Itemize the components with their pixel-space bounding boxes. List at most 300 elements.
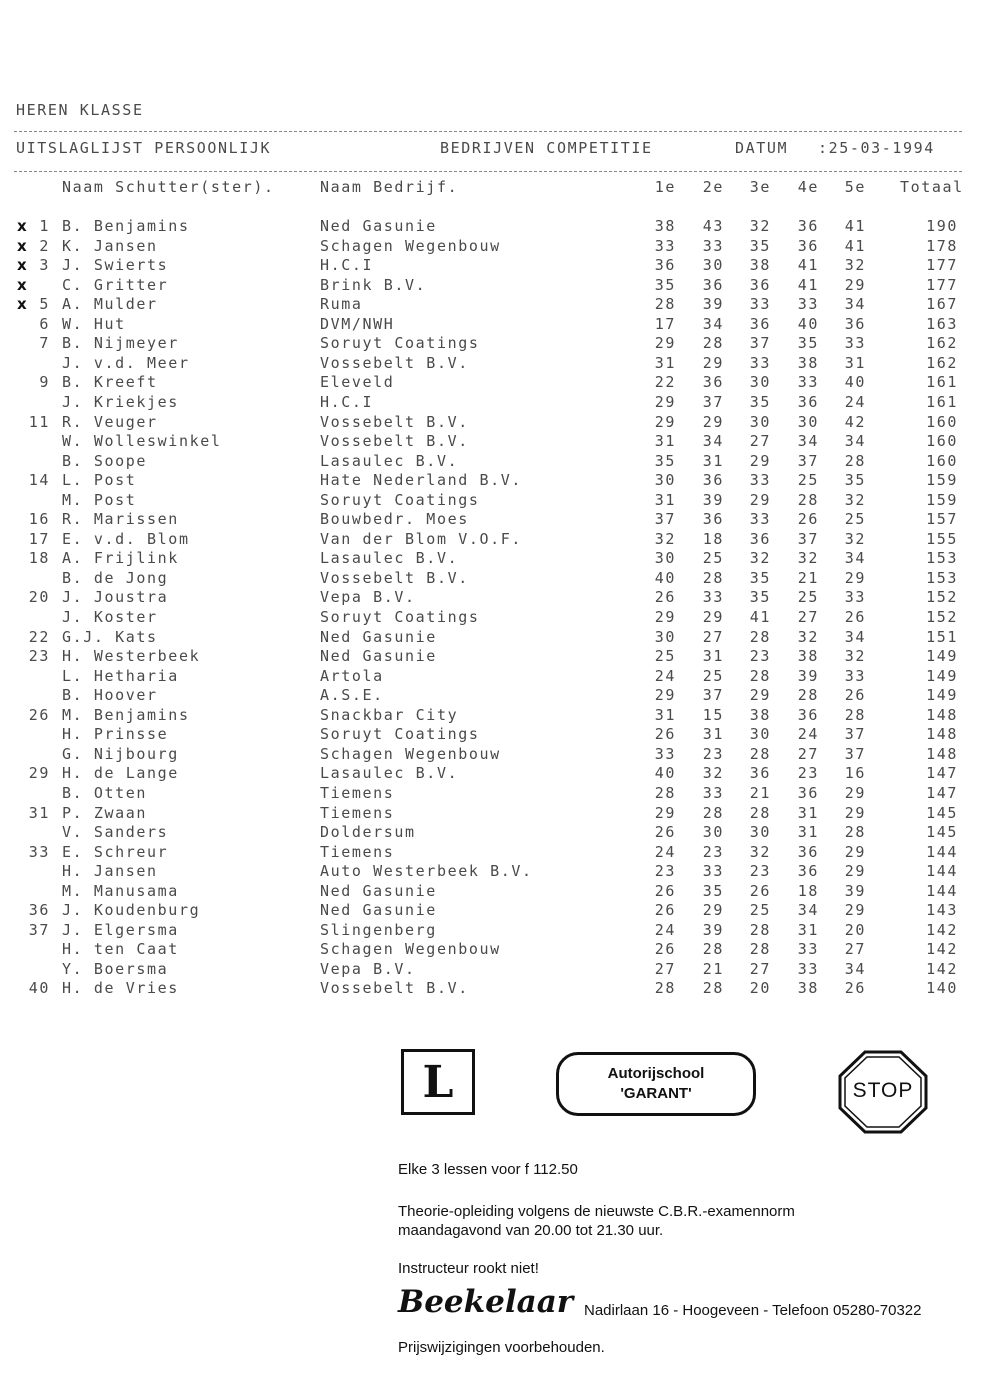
score-1e: 28: [654, 979, 676, 997]
score-4e: 33: [797, 960, 819, 978]
score-2e: 27: [702, 628, 724, 646]
company-name: Ned Gasunie: [320, 647, 437, 665]
score-5e: 26: [844, 608, 866, 626]
school-name-line2: 'GARANT': [620, 1085, 692, 1102]
shooter-name: J. Koster: [62, 608, 158, 626]
score-2e: 36: [702, 471, 724, 489]
total-score: 142: [926, 960, 958, 978]
score-1e: 38: [654, 217, 676, 235]
address-line: Nadirlaan 16 - Hoogeveen - Telefoon 05280-70322: [584, 1302, 922, 1319]
company-name: Tiemens: [320, 784, 395, 802]
row-rank: 37: [28, 921, 50, 939]
score-2e: 29: [702, 354, 724, 372]
score-1e: 27: [654, 960, 676, 978]
score-4e: 41: [797, 256, 819, 274]
score-2e: 29: [702, 413, 724, 431]
company-name: Lasaulec B.V.: [320, 764, 459, 782]
score-5e: 33: [844, 667, 866, 685]
total-score: 148: [926, 745, 958, 763]
score-1e: 33: [654, 237, 676, 255]
company-name: Vepa B.V.: [320, 588, 416, 606]
score-2e: 39: [702, 921, 724, 939]
row-rank: 31: [28, 804, 50, 822]
score-4e: 41: [797, 276, 819, 294]
score-5e: 37: [844, 745, 866, 763]
row-rank: 36: [28, 901, 50, 919]
score-4e: 40: [797, 315, 819, 333]
company-name: Schagen Wegenbouw: [320, 745, 501, 763]
score-3e: 35: [749, 569, 771, 587]
score-2e: 30: [702, 823, 724, 841]
shooter-name: B. de Jong: [62, 569, 169, 587]
shooter-name: R. Veuger: [62, 413, 158, 431]
header-rule-bottom: [14, 171, 962, 172]
score-1e: 28: [654, 784, 676, 802]
score-5e: 42: [844, 413, 866, 431]
table-row: [0, 901, 1000, 921]
stop-sign-text: STOP: [852, 1079, 914, 1102]
score-5e: 29: [844, 901, 866, 919]
score-1e: 40: [654, 764, 676, 782]
total-score: 147: [926, 784, 958, 802]
l-sign-logo: [401, 1049, 475, 1115]
score-1e: 26: [654, 940, 676, 958]
table-row: [0, 471, 1000, 491]
shooter-name: G. Nijbourg: [62, 745, 179, 763]
company-name: Van der Blom V.O.F.: [320, 530, 522, 548]
total-score: 144: [926, 843, 958, 861]
shooter-name: A. Mulder: [62, 295, 158, 313]
total-score: 163: [926, 315, 958, 333]
column-header-2e: 2e: [702, 178, 724, 196]
score-4e: 31: [797, 921, 819, 939]
company-name: Lasaulec B.V.: [320, 452, 459, 470]
row-rank: 1: [39, 217, 50, 235]
company-name: Soruyt Coatings: [320, 491, 480, 509]
score-1e: 31: [654, 706, 676, 724]
theory-line-2: maandagavond van 20.00 tot 21.30 uur.: [398, 1222, 664, 1239]
theory-line-1: Theorie-opleiding volgens de nieuwste C.B.R.-examennorm: [398, 1203, 795, 1220]
table-row: [0, 413, 1000, 433]
score-3e: 36: [749, 315, 771, 333]
shooter-name: M. Benjamins: [62, 706, 190, 724]
total-score: 144: [926, 882, 958, 900]
score-1e: 36: [654, 256, 676, 274]
company-name: Auto Westerbeek B.V.: [320, 862, 533, 880]
total-score: 152: [926, 608, 958, 626]
score-3e: 30: [749, 725, 771, 743]
table-row: [0, 667, 1000, 687]
shooter-name: H. Jansen: [62, 862, 158, 880]
score-3e: 36: [749, 276, 771, 294]
score-1e: 30: [654, 549, 676, 567]
company-name: Eleveld: [320, 373, 395, 391]
score-1e: 29: [654, 393, 676, 411]
table-row: [0, 295, 1000, 315]
score-4e: 36: [797, 393, 819, 411]
shooter-name: E. Schreur: [62, 843, 169, 861]
score-5e: 33: [844, 334, 866, 352]
score-5e: 28: [844, 706, 866, 724]
shooter-name: J. Koudenburg: [62, 901, 201, 919]
score-5e: 29: [844, 784, 866, 802]
row-rank: 33: [28, 843, 50, 861]
score-5e: 34: [844, 960, 866, 978]
shooter-name: M. Post: [62, 491, 137, 509]
shooter-name: H. Westerbeek: [62, 647, 201, 665]
row-mark: x: [17, 295, 27, 313]
total-score: 147: [926, 764, 958, 782]
table-row: [0, 588, 1000, 608]
score-2e: 34: [702, 315, 724, 333]
table-row: [0, 745, 1000, 765]
score-3e: 35: [749, 237, 771, 255]
table-row: [0, 628, 1000, 648]
shooter-name: J. Elgersma: [62, 921, 179, 939]
score-1e: 40: [654, 569, 676, 587]
score-2e: 31: [702, 647, 724, 665]
shooter-name: J. Swierts: [62, 256, 169, 274]
score-5e: 25: [844, 510, 866, 528]
total-score: 190: [926, 217, 958, 235]
score-2e: 21: [702, 960, 724, 978]
table-row: [0, 354, 1000, 374]
score-1e: 37: [654, 510, 676, 528]
score-1e: 23: [654, 862, 676, 880]
shooter-name: L. Post: [62, 471, 137, 489]
company-name: Soruyt Coatings: [320, 725, 480, 743]
shooter-name: A. Frijlink: [62, 549, 179, 567]
table-row: [0, 315, 1000, 335]
score-5e: 36: [844, 315, 866, 333]
score-5e: 32: [844, 647, 866, 665]
company-name: Vossebelt B.V.: [320, 979, 469, 997]
shooter-name: G.J. Kats: [62, 628, 158, 646]
shooter-name: B. Hoover: [62, 686, 158, 704]
total-score: 177: [926, 256, 958, 274]
score-4e: 36: [797, 237, 819, 255]
score-4e: 18: [797, 882, 819, 900]
score-5e: 29: [844, 843, 866, 861]
score-4e: 36: [797, 843, 819, 861]
score-3e: 33: [749, 354, 771, 372]
company-name: Slingenberg: [320, 921, 437, 939]
score-1e: 29: [654, 608, 676, 626]
score-1e: 17: [654, 315, 676, 333]
score-1e: 35: [654, 452, 676, 470]
score-4e: 36: [797, 862, 819, 880]
score-5e: 28: [844, 823, 866, 841]
score-2e: 37: [702, 686, 724, 704]
score-2e: 34: [702, 432, 724, 450]
row-mark: x: [17, 237, 27, 255]
total-score: 151: [926, 628, 958, 646]
score-2e: 31: [702, 725, 724, 743]
company-name: Vepa B.V.: [320, 960, 416, 978]
score-2e: 39: [702, 491, 724, 509]
table-row: [0, 882, 1000, 902]
score-2e: 23: [702, 843, 724, 861]
score-3e: 29: [749, 491, 771, 509]
score-4e: 35: [797, 334, 819, 352]
row-rank: 26: [28, 706, 50, 724]
company-name: Artola: [320, 667, 384, 685]
company-name: Schagen Wegenbouw: [320, 237, 501, 255]
score-1e: 29: [654, 686, 676, 704]
score-4e: 39: [797, 667, 819, 685]
total-score: 144: [926, 862, 958, 880]
total-score: 149: [926, 686, 958, 704]
school-name-line1: Autorijschool: [607, 1065, 705, 1082]
score-2e: 33: [702, 237, 724, 255]
score-1e: 29: [654, 413, 676, 431]
score-3e: 28: [749, 745, 771, 763]
total-score: 143: [926, 901, 958, 919]
score-2e: 33: [702, 588, 724, 606]
score-2e: 28: [702, 940, 724, 958]
company-name: A.S.E.: [320, 686, 384, 704]
shooter-name: W. Wolleswinkel: [62, 432, 222, 450]
score-4e: 38: [797, 979, 819, 997]
total-score: 149: [926, 667, 958, 685]
total-score: 153: [926, 569, 958, 587]
company-name: Tiemens: [320, 804, 395, 822]
score-2e: 36: [702, 510, 724, 528]
score-3e: 35: [749, 588, 771, 606]
shooter-name: M. Manusama: [62, 882, 179, 900]
score-3e: 23: [749, 862, 771, 880]
column-header-3e: 3e: [749, 178, 771, 196]
score-4e: 33: [797, 940, 819, 958]
table-row: [0, 432, 1000, 452]
company-name: Schagen Wegenbouw: [320, 940, 501, 958]
score-2e: 35: [702, 882, 724, 900]
table-row: [0, 647, 1000, 667]
score-3e: 32: [749, 549, 771, 567]
score-1e: 29: [654, 804, 676, 822]
score-5e: 26: [844, 686, 866, 704]
row-rank: 18: [28, 549, 50, 567]
shooter-name: B. Soope: [62, 452, 148, 470]
score-5e: 32: [844, 256, 866, 274]
score-2e: 29: [702, 901, 724, 919]
score-3e: 20: [749, 979, 771, 997]
score-4e: 26: [797, 510, 819, 528]
total-score: 159: [926, 471, 958, 489]
company-name: Bouwbedr. Moes: [320, 510, 469, 528]
table-row: [0, 608, 1000, 628]
shooter-name: B. Otten: [62, 784, 148, 802]
score-4e: 36: [797, 784, 819, 802]
score-3e: 27: [749, 960, 771, 978]
score-1e: 26: [654, 725, 676, 743]
score-1e: 24: [654, 921, 676, 939]
score-1e: 24: [654, 667, 676, 685]
score-4e: 34: [797, 901, 819, 919]
total-score: 177: [926, 276, 958, 294]
table-row: [0, 569, 1000, 589]
total-score: 145: [926, 823, 958, 841]
column-header-4e: 4e: [797, 178, 819, 196]
shooter-name: C. Gritter: [62, 276, 169, 294]
table-row: [0, 276, 1000, 296]
score-1e: 25: [654, 647, 676, 665]
shooter-name: V. Sanders: [62, 823, 169, 841]
score-2e: 43: [702, 217, 724, 235]
no-smoking-note: Instructeur rookt niet!: [398, 1260, 539, 1277]
company-name: Soruyt Coatings: [320, 334, 480, 352]
total-score: 162: [926, 334, 958, 352]
table-row: [0, 862, 1000, 882]
score-3e: 28: [749, 804, 771, 822]
score-3e: 35: [749, 393, 771, 411]
score-4e: 23: [797, 764, 819, 782]
table-row: [0, 549, 1000, 569]
score-4e: 33: [797, 373, 819, 391]
score-3e: 28: [749, 628, 771, 646]
shooter-name: W. Hut: [62, 315, 126, 333]
score-4e: 32: [797, 549, 819, 567]
score-5e: 34: [844, 549, 866, 567]
score-3e: 27: [749, 432, 771, 450]
shooter-name: H. de Lange: [62, 764, 179, 782]
company-name: Ned Gasunie: [320, 882, 437, 900]
score-4e: 31: [797, 823, 819, 841]
row-rank: 17: [28, 530, 50, 548]
table-row: [0, 979, 1000, 999]
total-score: 161: [926, 393, 958, 411]
score-5e: 37: [844, 725, 866, 743]
score-2e: 28: [702, 334, 724, 352]
score-3e: 25: [749, 901, 771, 919]
shooter-name: B. Kreeft: [62, 373, 158, 391]
score-4e: 38: [797, 354, 819, 372]
row-rank: 5: [39, 295, 50, 313]
score-4e: 21: [797, 569, 819, 587]
total-score: 157: [926, 510, 958, 528]
score-4e: 25: [797, 588, 819, 606]
row-rank: 29: [28, 764, 50, 782]
score-2e: 15: [702, 706, 724, 724]
company-name: Ned Gasunie: [320, 217, 437, 235]
company-name: Vossebelt B.V.: [320, 413, 469, 431]
score-3e: 33: [749, 471, 771, 489]
company-name: Vossebelt B.V.: [320, 569, 469, 587]
score-3e: 30: [749, 413, 771, 431]
score-2e: 25: [702, 549, 724, 567]
score-5e: 27: [844, 940, 866, 958]
score-1e: 31: [654, 432, 676, 450]
total-score: 153: [926, 549, 958, 567]
row-rank: 40: [28, 979, 50, 997]
company-name: DVM/NWH: [320, 315, 395, 333]
row-rank: 14: [28, 471, 50, 489]
row-rank: 11: [28, 413, 50, 431]
total-score: 140: [926, 979, 958, 997]
table-row: [0, 393, 1000, 413]
score-3e: 26: [749, 882, 771, 900]
row-mark: x: [17, 276, 27, 294]
score-2e: 25: [702, 667, 724, 685]
row-rank: 23: [28, 647, 50, 665]
score-3e: 30: [749, 823, 771, 841]
score-5e: 40: [844, 373, 866, 391]
score-2e: 32: [702, 764, 724, 782]
shooter-name: J. Joustra: [62, 588, 169, 606]
table-row: [0, 510, 1000, 530]
score-4e: 37: [797, 530, 819, 548]
price-disclaimer: Prijswijzigingen voorbehouden.: [398, 1339, 605, 1356]
score-4e: 37: [797, 452, 819, 470]
score-5e: 29: [844, 276, 866, 294]
score-3e: 29: [749, 686, 771, 704]
row-mark: x: [17, 256, 27, 274]
row-rank: 22: [28, 628, 50, 646]
score-2e: 36: [702, 276, 724, 294]
table-row: [0, 804, 1000, 824]
total-score: 162: [926, 354, 958, 372]
score-5e: 16: [844, 764, 866, 782]
table-row: [0, 373, 1000, 393]
row-rank: 6: [39, 315, 50, 333]
score-3e: 36: [749, 764, 771, 782]
shooter-name: P. Zwaan: [62, 804, 148, 822]
shooter-name: Y. Boersma: [62, 960, 169, 978]
l-sign-letter: L: [422, 1056, 454, 1108]
company-name: Ned Gasunie: [320, 901, 437, 919]
table-row: [0, 725, 1000, 745]
score-1e: 29: [654, 334, 676, 352]
header-rule-top: [14, 131, 962, 132]
score-5e: 34: [844, 295, 866, 313]
total-score: 142: [926, 921, 958, 939]
column-header-5e: 5e: [844, 178, 866, 196]
company-name: H.C.I: [320, 256, 374, 274]
table-row: [0, 686, 1000, 706]
score-1e: 28: [654, 295, 676, 313]
list-title: UITSLAGLIJST PERSOONLIJK: [16, 139, 272, 157]
company-name: Vossebelt B.V.: [320, 354, 469, 372]
shooter-name: L. Hetharia: [62, 667, 179, 685]
shooter-name: H. de Vries: [62, 979, 179, 997]
driving-school-badge: [556, 1052, 756, 1116]
score-1e: 30: [654, 471, 676, 489]
score-5e: 41: [844, 237, 866, 255]
shooter-name: E. v.d. Blom: [62, 530, 190, 548]
column-header-row: [0, 178, 1000, 198]
score-4e: 27: [797, 608, 819, 626]
total-score: 160: [926, 432, 958, 450]
shooter-name: H. ten Caat: [62, 940, 179, 958]
score-3e: 33: [749, 295, 771, 313]
shooter-name: K. Jansen: [62, 237, 158, 255]
table-row: [0, 334, 1000, 354]
score-1e: 26: [654, 823, 676, 841]
score-2e: 33: [702, 784, 724, 802]
score-2e: 23: [702, 745, 724, 763]
table-row: [0, 823, 1000, 843]
company-name: Lasaulec B.V.: [320, 549, 459, 567]
row-rank: 16: [28, 510, 50, 528]
total-score: 178: [926, 237, 958, 255]
score-5e: 24: [844, 393, 866, 411]
total-score: 148: [926, 725, 958, 743]
table-row: [0, 256, 1000, 276]
score-5e: 34: [844, 432, 866, 450]
score-5e: 35: [844, 471, 866, 489]
total-score: 145: [926, 804, 958, 822]
score-4e: 36: [797, 217, 819, 235]
